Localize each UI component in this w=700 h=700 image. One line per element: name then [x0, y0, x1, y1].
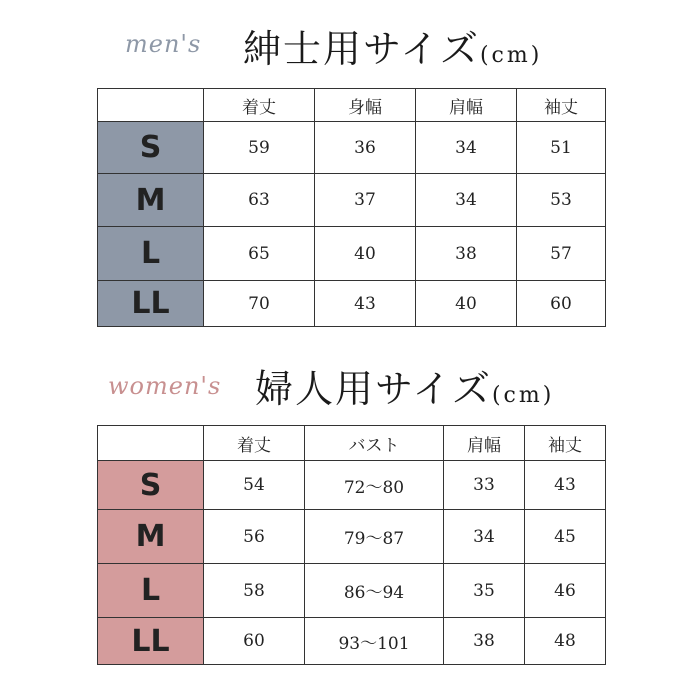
table-cell: 54: [204, 461, 305, 510]
size-label: M: [98, 510, 204, 564]
womens-size-table: [97, 425, 606, 665]
table-header-row: [98, 89, 606, 122]
table-cell: 56: [204, 510, 305, 564]
table-cell: 53: [517, 174, 606, 227]
column-header: 袖丈: [517, 89, 606, 122]
table-cell: 38: [416, 227, 517, 281]
size-label: M: [98, 174, 204, 227]
table-cell: 34: [416, 174, 517, 227]
table-cell: 51: [517, 122, 606, 174]
table-row: [98, 122, 606, 174]
womens-title-text: 婦人用サイズ: [255, 367, 492, 411]
header-corner: [98, 426, 204, 461]
table-cell: 60: [204, 618, 305, 665]
table-cell: 93～101: [305, 618, 444, 665]
column-header: 袖丈: [525, 426, 606, 461]
size-label: S: [98, 122, 204, 174]
table-cell: 34: [416, 122, 517, 174]
mens-title: [243, 18, 542, 73]
column-header: 身幅: [315, 89, 416, 122]
column-header: 肩幅: [416, 89, 517, 122]
table-cell: 60: [517, 281, 606, 327]
table-row: [98, 510, 606, 564]
womens-title-unit: (cm): [491, 383, 555, 408]
table-cell: 63: [204, 174, 315, 227]
size-label: LL: [98, 618, 204, 665]
mens-title-text: 紳士用サイズ: [243, 27, 480, 71]
table-cell: 40: [315, 227, 416, 281]
table-cell: 48: [525, 618, 606, 665]
table-cell: 36: [315, 122, 416, 174]
table-cell: 79～87: [305, 510, 444, 564]
table-header-row: [98, 426, 606, 461]
column-header: 肩幅: [444, 426, 525, 461]
table-cell: 57: [517, 227, 606, 281]
table-cell: 65: [204, 227, 315, 281]
table-cell: 40: [416, 281, 517, 327]
table-cell: 59: [204, 122, 315, 174]
table-cell: 38: [444, 618, 525, 665]
table-cell: 58: [204, 564, 305, 618]
table-cell: 46: [525, 564, 606, 618]
column-header: バスト: [305, 426, 444, 461]
womens-title: [255, 358, 554, 413]
table-row: [98, 461, 606, 510]
mens-size-table: [97, 88, 606, 327]
table-cell: 33: [444, 461, 525, 510]
table-cell: 35: [444, 564, 525, 618]
mens-title-unit: (cm): [479, 43, 543, 68]
size-label: L: [98, 564, 204, 618]
size-label: S: [98, 461, 204, 510]
mens-script-label: men's: [125, 30, 202, 58]
table-row: [98, 174, 606, 227]
table-row: [98, 564, 606, 618]
table-cell: 45: [525, 510, 606, 564]
table-row: [98, 618, 606, 665]
table-row: [98, 281, 606, 327]
table-cell: 70: [204, 281, 315, 327]
size-label: LL: [98, 281, 204, 327]
size-label: L: [98, 227, 204, 281]
header-corner: [98, 89, 204, 122]
table-cell: 72～80: [305, 461, 444, 510]
table-cell: 86～94: [305, 564, 444, 618]
column-header: 着丈: [204, 89, 315, 122]
womens-script-label: women's: [108, 372, 222, 400]
table-row: [98, 227, 606, 281]
table-cell: 43: [525, 461, 606, 510]
table-cell: 37: [315, 174, 416, 227]
column-header: 着丈: [204, 426, 305, 461]
table-cell: 43: [315, 281, 416, 327]
table-cell: 34: [444, 510, 525, 564]
